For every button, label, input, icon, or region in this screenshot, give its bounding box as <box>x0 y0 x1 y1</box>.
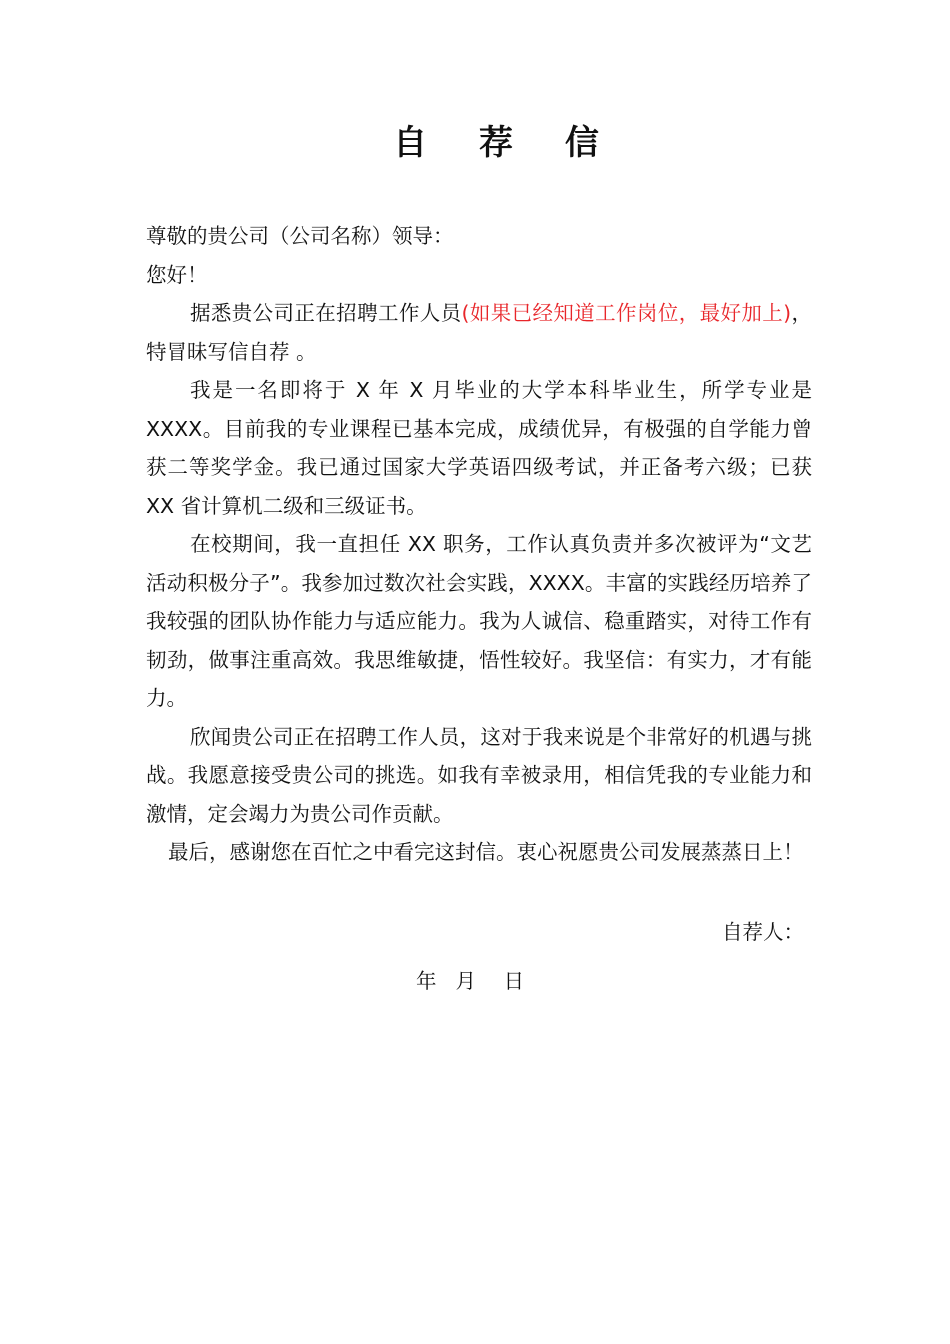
intro-text: 据悉贵公司正在招聘工作人员 <box>190 301 462 325</box>
greeting: 您好！ <box>146 262 208 287</box>
paragraph-motivation: 欣闻贵公司正在招聘工作人员，这对于我来说是个非常好的机遇与挑战。我愿意接受贵公司的挑选。如我有幸被录用，相信凭我的专业能力和激情，定会竭力为贵公司作贡献。 <box>146 724 812 826</box>
signer-label: 自荐人： <box>722 920 804 944</box>
letter-body <box>146 217 812 872</box>
letter-title: 自 荐 信 <box>393 123 619 163</box>
position-note: (如果已经知道工作岗位，最好加上) <box>461 301 792 325</box>
paragraph-intro <box>146 294 812 371</box>
paragraph-education: 我是一名即将于 X 年 X 月毕业的大学本科毕业生，所学专业是 XXXX。目前我的专业课程已基本完成，成绩优异，有极强的自学能力曾获二等奖学金。我已通过国家大学英语四级考试，并正备考六级；已获 XX 省计算机二级和三级证书。 <box>146 378 812 518</box>
date-line: 年 月 日 <box>416 969 527 993</box>
intro-text-end: ，特冒昧写信自荐 。 <box>146 301 813 364</box>
paragraph-experience: 在校期间，我一直担任 XX 职务，工作认真负责并多次被评为“文艺活动积极分子”。我参加过数次社会实践，XXXX。丰富的实践经历培养了我较强的团队协作能力与适应能力。我为人诚信、稳重踏实，对待工作有韧劲，做事注重高效。我思维敏捷，悟性较好。我坚信：有实力，才有能力。 <box>146 532 812 710</box>
paragraph-closing: 最后，感谢您在百忙之中看完这封信。衷心祝愿贵公司发展蒸蒸日上！ <box>168 840 804 864</box>
salutation: 尊敬的贵公司（公司名称）领导： <box>146 224 454 248</box>
